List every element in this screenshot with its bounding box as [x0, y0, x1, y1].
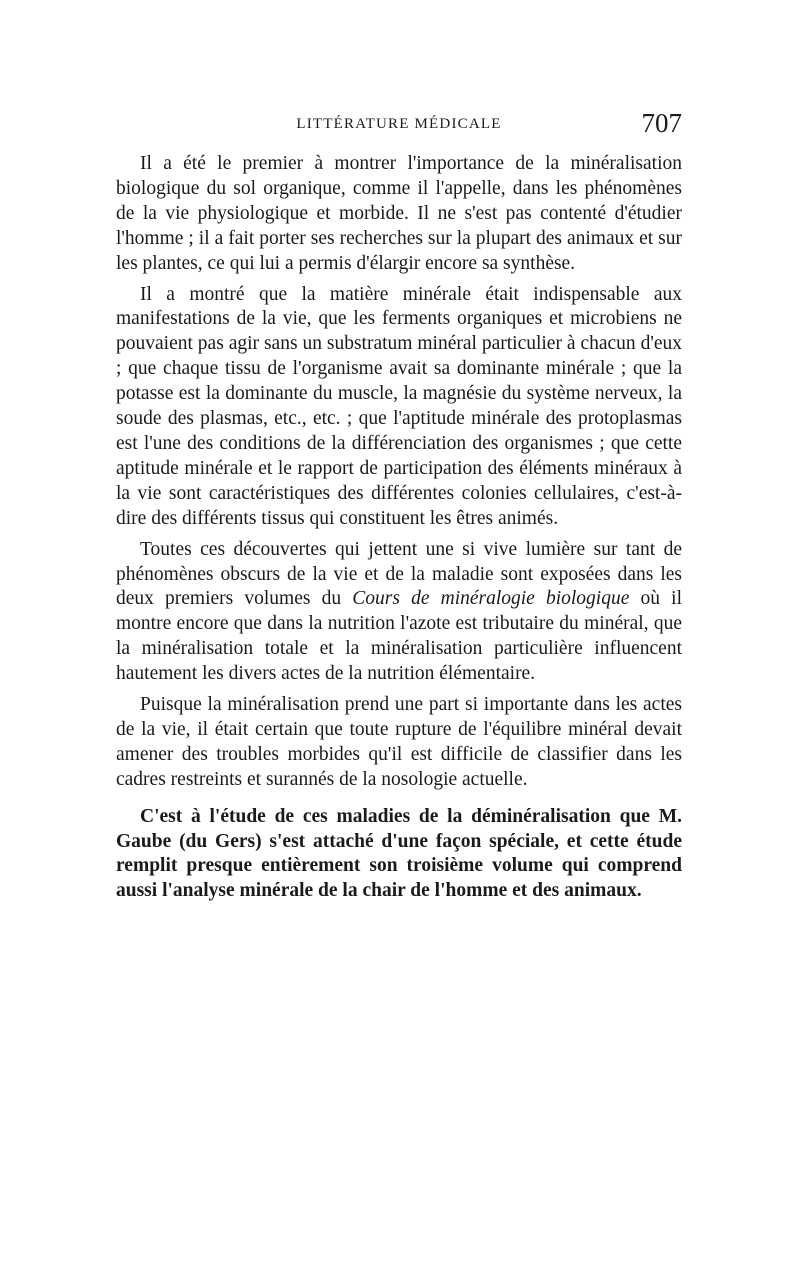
page-number: 707: [641, 108, 682, 138]
running-title: LITTÉRATURE MÉDICALE: [296, 116, 502, 132]
paragraph-2: Il a montré que la matière minérale était indispensable aux manifestations de la vie, que les ferments organiques et microbiens ne pouvaient pas agir sans un substratum minéral particulier à chacun d'eux ; que chaque tissu de l'organisme avait sa dominante minérale ; que la potasse est la dominante du muscle, la magnésie du système nerveux, la soude des plasmas, etc., etc. ; que l'aptitude minérale des protoplasmas est l'une des conditions de la différenciation des organismes ; que cette aptitude minérale et le rapport de participation des éléments minéraux à la vie sont caractéristiques des différentes colonies cellulaires, c'est-à-dire des différents tissus qui constituent les êtres animés.: [116, 283, 682, 529]
paragraph-3: [116, 538, 682, 687]
paragraph-3-text-before: Toutes ces découvertes qui jettent une si vive lumière sur tant de phénomènes obscurs de la vie et de la maladie sont exposées dans les deux premiers volumes du: [116, 538, 682, 610]
body-text: [116, 152, 682, 904]
book-title-italic: Cours de minéralogie biologique: [352, 588, 630, 610]
paragraph-3-text-after: où il montre encore que dans la nutrition l'azote est tributaire du minéral, que la minéralisation totale et la minéralisation particulière influencent hautement les divers actes de la nutrition élémentaire.: [116, 588, 682, 685]
paragraph-5-bold: C'est à l'étude de ces maladies de la déminéralisation que M. Gaube (du Gers) s'est attaché d'une façon spéciale, et cette étude remplit presque entièrement son troisième volume qui comprend aussi l'analyse minérale de la chair de l'homme et des animaux.: [116, 805, 682, 902]
running-head: [116, 108, 682, 148]
paragraph-1: Il a été le premier à montrer l'importance de la minéralisation biologique du sol organique, comme il l'appelle, dans les phénomènes de la vie physiologique et morbide. Il ne s'est pas contenté d'étudier l'homme ; il a fait porter ses recherches sur la plupart des animaux et sur les plantes, ce qui lui a permis d'élargir encore sa synthèse.: [116, 153, 682, 274]
book-page: [116, 108, 682, 910]
paragraph-4: Puisque la minéralisation prend une part si importante dans les actes de la vie, il était certain que toute rupture de l'équilibre minéral devait amener des troubles morbides qu'il est difficile de classifier dans les cadres restreints et surannés de la nosologie actuelle.: [116, 694, 682, 790]
